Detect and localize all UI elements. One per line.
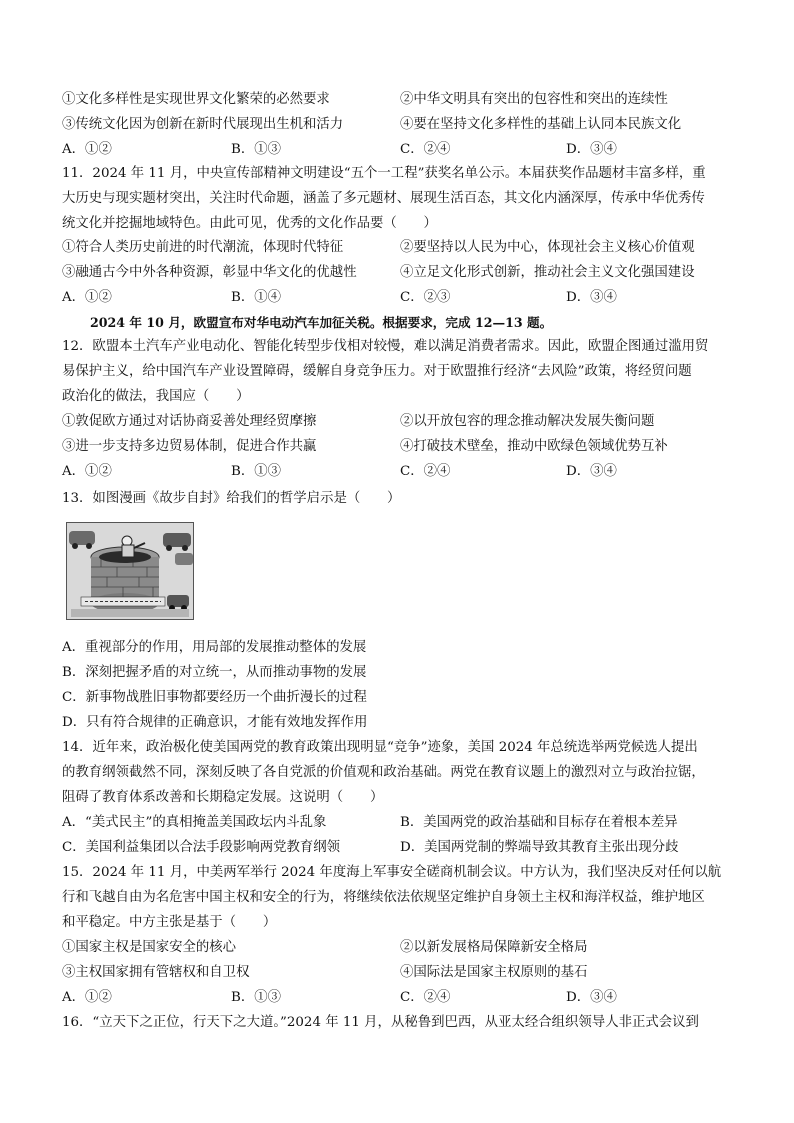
choice-b: B．①③	[231, 464, 282, 479]
choice-d: D．③④	[566, 142, 617, 157]
option-row	[0, 838, 794, 858]
option-row	[0, 938, 794, 958]
option-1: ①国家主权是国家安全的核心	[62, 940, 237, 955]
comic-illustration-icon	[67, 523, 193, 619]
q13-option-d: D．只有符合规律的正确意识，才能有效地发挥作用	[62, 715, 368, 730]
choice-c: C．②④	[400, 464, 451, 479]
option-row	[0, 437, 794, 457]
option-3: ③融通古今中外各种资源，彰显中华文化的优越性	[62, 265, 357, 280]
q13-option-a: A．重视部分的作用，用局部的发展推动整体的发展	[62, 640, 367, 655]
option-4: ④打破技术壁垒，推动中欧绿色领域优势互补	[400, 439, 668, 454]
choice-a: A．①②	[62, 142, 112, 157]
q14-stem-line: 14．近年来，政治极化使美国两党的教育政策出现明显“竞争”迹象，美国 2024 年总统选举两党候选人提出	[62, 740, 698, 755]
q12-stem-line: 12．欧盟本土汽车产业电动化、智能化转型步伐相对较慢，难以满足消费者需求。因此，欧盟企图通过滥用贸	[62, 339, 709, 354]
q13-option-b: B．深刻把握矛盾的对立统一，从而推动事物的发展	[62, 665, 367, 680]
option-row	[0, 963, 794, 983]
choice-b: B．①③	[231, 990, 282, 1005]
option-row	[0, 90, 794, 110]
choice-b: B．①③	[231, 142, 282, 157]
option-4: ④要在坚持文化多样性的基础上认同本民族文化	[400, 117, 682, 132]
option-2: ②以新发展格局保障新安全格局	[400, 940, 588, 955]
choice-row	[0, 462, 794, 482]
material-intro: 2024 年 10 月，欧盟宣布对华电动汽车加征关税。根据要求，完成 12—13 题。	[90, 315, 553, 330]
choice-a: A．①②	[62, 464, 112, 479]
q13-stem: 13．如图漫画《故步自封》给我们的哲学启示是（ ）	[62, 491, 401, 506]
q12-stem-line: 政治化的做法，我国应（ ）	[62, 389, 250, 404]
q16-stem-line: 16．“立天下之正位，行天下之大道。”2024 年 11 月，从秘鲁到巴西，从亚太经合组织领导人非正式会议到	[62, 1015, 699, 1030]
option-row	[0, 238, 794, 258]
choice-d: D．③④	[566, 464, 617, 479]
choice-row	[0, 288, 794, 308]
option-4: ④立足文化形式创新，推动社会主义文化强国建设	[400, 265, 695, 280]
q15-stem-line: 和平稳定。中方主张是基于（ ）	[62, 915, 277, 930]
option-1: ①符合人类历史前进的时代潮流，体现时代特征	[62, 240, 344, 255]
choice-c: C．②④	[400, 142, 451, 157]
q15-stem-line: 15．2024 年 11 月，中美两军举行 2024 年度海上军事安全磋商机制会议。中方认为，我们坚决反对任何以航	[62, 865, 722, 880]
choice-c: C．②④	[400, 990, 451, 1005]
q14-option-a: A．“美式民主”的真相掩盖美国政坛内斗乱象	[62, 815, 327, 830]
option-1: ①文化多样性是实现世界文化繁荣的必然要求	[62, 92, 330, 107]
choice-d: D．③④	[566, 290, 617, 305]
q15-stem-line: 行和飞越自由为名危害中国主权和安全的行为，将继续依法依规坚定维护自身领土主权和海洋权益，维护地区	[62, 890, 705, 905]
option-2: ②以开放包容的理念推动解决发展失衡问题	[400, 414, 655, 429]
option-2: ②中华文明具有突出的包容性和突出的连续性	[400, 92, 668, 107]
option-2: ②要坚持以人民为中心，体现社会主义核心价值观	[400, 240, 695, 255]
choice-a: A．①②	[62, 290, 112, 305]
option-row	[0, 412, 794, 432]
option-3: ③传统文化因为创新在新时代展现出生机和活力	[62, 117, 344, 132]
choice-d: D．③④	[566, 990, 617, 1005]
option-row	[0, 115, 794, 135]
q12-stem-line: 易保护主义，给中国汽车产业设置障碍，缓解自身竞争压力。对于欧盟推行经济“去风险”政策，将经贸问题	[62, 364, 692, 379]
option-1: ①敦促欧方通过对话协商妥善处理经贸摩擦	[62, 414, 317, 429]
option-row	[0, 813, 794, 833]
q14-option-b: B．美国两党的政治基础和目标存在着根本差异	[400, 815, 678, 830]
q13-option-c: C．新事物战胜旧事物都要经历一个曲折漫长的过程	[62, 690, 367, 705]
option-3: ③进一步支持多边贸易体制，促进合作共赢	[62, 439, 317, 454]
q14-stem-line: 的教育纲领截然不同，深刻反映了各自党派的价值观和政治基础。两党在教育议题上的激烈对立与政治拉锯，	[62, 765, 705, 780]
option-row	[0, 263, 794, 283]
q14-option-c: C．美国利益集团以合法手段影响两党教育纲领	[62, 840, 341, 855]
option-4: ④国际法是国家主权原则的基石	[400, 965, 588, 980]
option-3: ③主权国家拥有管辖权和自卫权	[62, 965, 250, 980]
choice-b: B．①④	[231, 290, 282, 305]
choice-row	[0, 140, 794, 160]
comic-illustration	[66, 522, 194, 620]
q14-stem-line: 阻碍了教育体系改善和长期稳定发展。这说明（ ）	[62, 790, 384, 805]
choice-a: A．①②	[62, 990, 112, 1005]
choice-row	[0, 988, 794, 1008]
q11-stem-line: 大历史与现实题材突出，关注时代命题，涵盖了多元题材、展现生活百态，其文化内涵深厚，传承中华优秀传	[62, 191, 705, 206]
q11-stem-line: 11．2024 年 11 月，中央宣传部精神文明建设“五个一工程”获奖名单公示。本届获奖作品题材丰富多样，重	[62, 166, 706, 181]
q11-stem-line: 统文化并挖掘地域特色。由此可见，优秀的文化作品要（ ）	[62, 216, 437, 231]
choice-c: C．②③	[400, 290, 451, 305]
q14-option-d: D．美国两党制的弊端导致其教育主张出现分歧	[400, 840, 679, 855]
